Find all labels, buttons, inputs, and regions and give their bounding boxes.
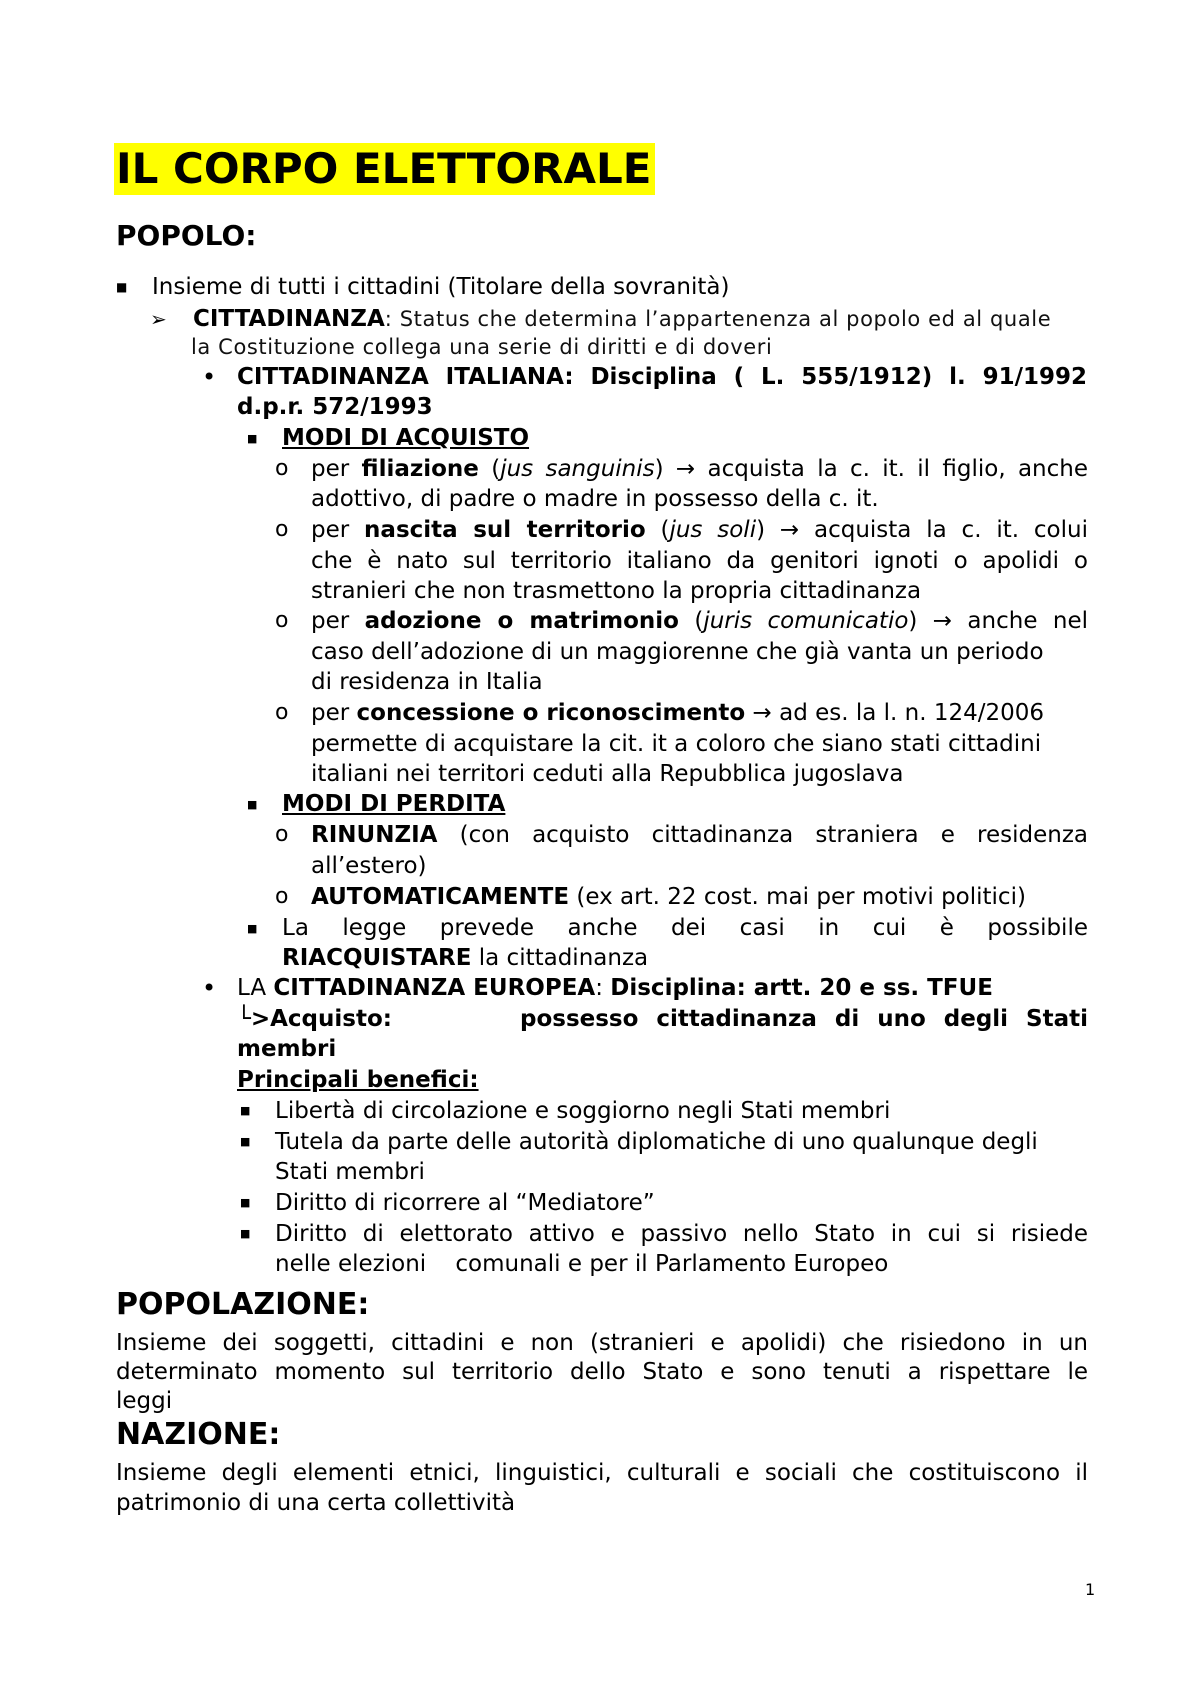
square-bullet-icon: ■ bbox=[240, 1104, 251, 1117]
acquisto-nascita: per nascita sul territorio (jus soli) → acquista la c. it. colui bbox=[311, 517, 1088, 543]
square-bullet-icon: ■ bbox=[240, 1227, 251, 1240]
acquisto-eu-text: possesso cittadinanza di uno degli Stati bbox=[520, 1006, 1088, 1032]
benefici-heading: Principali benefici: bbox=[237, 1067, 479, 1093]
beneficio-item: Diritto di elettorato attivo e passivo nello Stato in cui si risiede bbox=[275, 1221, 1088, 1247]
acquisto-nascita-cont2: stranieri che non trasmettono la propria cittadinanza bbox=[311, 578, 922, 604]
arrow-bullet-icon: ➢ bbox=[150, 307, 167, 331]
modi-acquisto-heading: MODI DI ACQUISTO bbox=[282, 425, 530, 451]
circle-bullet-icon: o bbox=[275, 517, 289, 542]
popolo-item: Insieme di tutti i cittadini (Titolare della sovranità) bbox=[152, 274, 730, 300]
round-bullet-icon: • bbox=[202, 363, 217, 391]
beneficio-item-cont: Stati membri bbox=[275, 1159, 425, 1185]
square-bullet-icon: ■ bbox=[240, 1135, 251, 1148]
round-bullet-icon: • bbox=[202, 974, 217, 1002]
square-bullet-icon: ■ bbox=[247, 922, 258, 935]
beneficio-item: Diritto di ricorrere al “Mediatore” bbox=[275, 1190, 655, 1216]
square-bullet-icon: ■ bbox=[247, 798, 258, 811]
perdita-automaticamente: AUTOMATICAMENTE (ex art. 22 cost. mai per motivi politici) bbox=[311, 884, 1026, 910]
perdita-rinunzia-cont: all’estero) bbox=[311, 853, 427, 879]
acquisto-adozione: per adozione o matrimonio (juris comunicatio) → anche nel bbox=[311, 608, 1088, 634]
riacquisto-line: La legge prevede anche dei casi in cui è possibile bbox=[282, 915, 1088, 941]
square-bullet-icon: ■ bbox=[240, 1196, 251, 1209]
circle-bullet-icon: o bbox=[275, 608, 289, 633]
cittadinanza-text: : Status che determina l’appartenenza al popolo ed al quale bbox=[384, 307, 1052, 331]
popolazione-text-cont: determinato momento sul territorio dello Stato e sono tenuti a rispettare le bbox=[116, 1359, 1088, 1385]
acquisto-concessione: per concessione o riconoscimento → ad es. la l. n. 124/2006 bbox=[311, 700, 1045, 726]
acquisto-adozione-cont: caso dell’adozione di un maggiorenne che già vanta un periodo bbox=[311, 639, 1044, 665]
popolazione-heading: POPOLAZIONE: bbox=[116, 1287, 370, 1322]
page-title: IL CORPO ELETTORALE bbox=[114, 143, 655, 195]
square-bullet-icon: ■ bbox=[116, 280, 128, 294]
circle-bullet-icon: o bbox=[275, 700, 289, 725]
acquisto-concessione-cont2: italiani nei territori ceduti alla Repubblica jugoslava bbox=[311, 761, 904, 787]
acquisto-adozione-cont2: di residenza in Italia bbox=[311, 669, 543, 695]
popolazione-text: Insieme dei soggetti, cittadini e non (stranieri e apolidi) che risiedono in un bbox=[116, 1330, 1088, 1356]
cittadinanza-text-cont: la Costituzione collega una serie di diritti e di doveri bbox=[191, 335, 773, 359]
riacquisto-line-cont: RIACQUISTARE la cittadinanza bbox=[282, 945, 649, 971]
cittadinanza-definition bbox=[193, 304, 1051, 334]
circle-bullet-icon: o bbox=[275, 822, 289, 847]
cittadinanza-italiana-heading-cont: d.p.r. 572/1993 bbox=[237, 394, 433, 420]
popolo-heading: POPOLO: bbox=[116, 219, 257, 252]
beneficio-item: Libertà di circolazione e soggiorno negli Stati membri bbox=[275, 1098, 891, 1124]
square-bullet-icon: ■ bbox=[247, 432, 258, 445]
perdita-rinunzia: RINUNZIA (con acquisto cittadinanza straniera e residenza bbox=[311, 822, 1088, 848]
cittadinanza-label: CITTADINANZA bbox=[193, 306, 385, 332]
cittadinanza-italiana-heading: CITTADINANZA ITALIANA: Disciplina ( L. 555/1912) l. 91/1992 bbox=[237, 364, 1087, 390]
acquisto-nascita-cont: che è nato sul territorio italiano da genitori ignoti o apolidi o bbox=[311, 548, 1088, 574]
circle-bullet-icon: o bbox=[275, 884, 289, 909]
beneficio-item-cont: nelle elezioni comunali e per il Parlamento Europeo bbox=[275, 1251, 889, 1277]
modi-perdita-heading: MODI DI PERDITA bbox=[282, 791, 506, 817]
circle-bullet-icon: o bbox=[275, 456, 289, 481]
beneficio-item: Tutela da parte delle autorità diplomatiche di uno qualunque degli bbox=[275, 1129, 1038, 1155]
acquisto-eu-label: └>Acquisto: bbox=[237, 1006, 392, 1032]
acquisto-filiazione-cont: adottivo, di padre o madre in possesso della c. it. bbox=[311, 486, 879, 512]
nazione-text: Insieme degli elementi etnici, linguistici, culturali e sociali che costituiscono il bbox=[116, 1460, 1088, 1486]
nazione-text-cont: patrimonio di una certa collettività bbox=[116, 1490, 516, 1516]
cittadinanza-europea-heading: LA CITTADINANZA EUROPEA: Disciplina: artt. 20 e ss. TFUE bbox=[237, 975, 993, 1001]
acquisto-eu-text-cont: membri bbox=[237, 1036, 337, 1062]
page-number: 1 bbox=[1085, 1580, 1096, 1599]
popolazione-text-cont2: leggi bbox=[116, 1388, 173, 1414]
acquisto-filiazione: per filiazione (jus sanguinis) → acquista la c. it. il figlio, anche bbox=[311, 456, 1088, 482]
acquisto-concessione-cont: permette di acquistare la cit. it a coloro che siano stati cittadini bbox=[311, 731, 1042, 757]
nazione-heading: NAZIONE: bbox=[116, 1417, 281, 1452]
